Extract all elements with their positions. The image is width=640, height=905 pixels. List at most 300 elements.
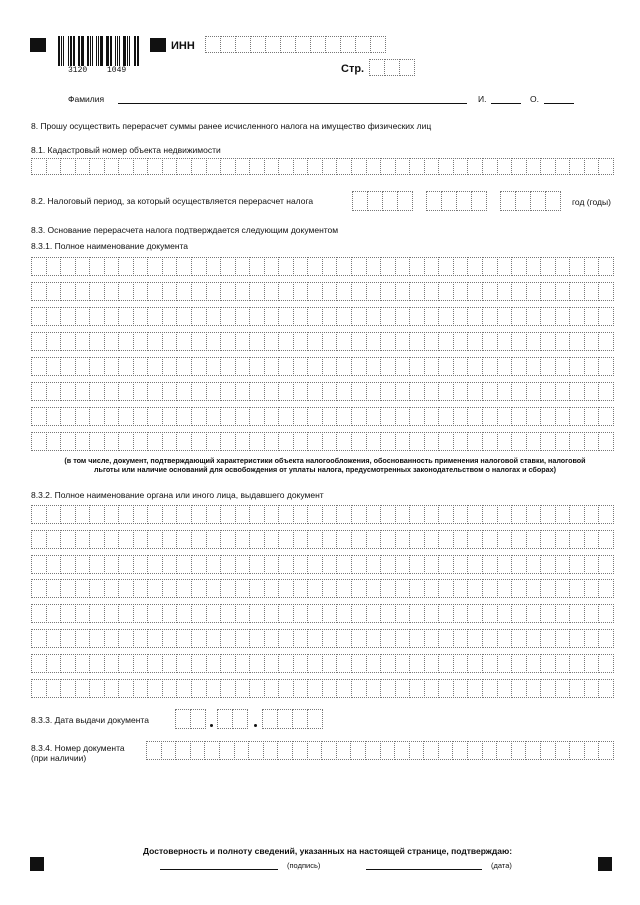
char-cell[interactable]: [584, 158, 600, 175]
char-cell[interactable]: [497, 629, 513, 648]
char-cell[interactable]: [438, 604, 454, 623]
char-cell[interactable]: [264, 505, 280, 524]
char-cell[interactable]: [453, 654, 469, 673]
char-cell[interactable]: [293, 530, 309, 549]
char-cell[interactable]: [248, 741, 264, 760]
char-cell[interactable]: [293, 382, 309, 401]
char-cell[interactable]: [147, 357, 163, 376]
char-cell[interactable]: [482, 555, 498, 574]
char-cell[interactable]: [540, 332, 556, 351]
char-cell[interactable]: [336, 307, 352, 326]
char-cell[interactable]: [191, 505, 207, 524]
char-cell[interactable]: [206, 604, 222, 623]
char-cell[interactable]: [321, 741, 337, 760]
char-cell[interactable]: [220, 579, 236, 598]
char-cell[interactable]: [89, 282, 105, 301]
char-cell[interactable]: [380, 307, 396, 326]
char-cell[interactable]: [118, 332, 134, 351]
char-cell[interactable]: [515, 191, 531, 211]
char-cell[interactable]: [249, 158, 265, 175]
char-cell[interactable]: [526, 432, 542, 451]
char-cell[interactable]: [409, 555, 425, 574]
char-cell[interactable]: [584, 332, 600, 351]
page-number-field[interactable]: [369, 59, 414, 76]
char-cell[interactable]: [525, 741, 541, 760]
char-cell[interactable]: [322, 432, 338, 451]
issue-date-year[interactable]: [262, 709, 322, 729]
char-cell[interactable]: [438, 679, 454, 698]
char-cell[interactable]: [264, 407, 280, 426]
char-cell[interactable]: [278, 357, 294, 376]
char-cell[interactable]: [133, 432, 149, 451]
char-cell[interactable]: [336, 282, 352, 301]
char-cell[interactable]: [569, 257, 585, 276]
char-cell[interactable]: [307, 555, 323, 574]
char-cell[interactable]: [31, 158, 47, 175]
char-cell[interactable]: [293, 282, 309, 301]
char-cell[interactable]: [46, 530, 62, 549]
char-cell[interactable]: [307, 257, 323, 276]
char-cell[interactable]: [217, 709, 233, 729]
char-cell[interactable]: [31, 629, 47, 648]
doc-name-row[interactable]: [31, 332, 613, 351]
char-cell[interactable]: [278, 530, 294, 549]
char-cell[interactable]: [191, 432, 207, 451]
char-cell[interactable]: [133, 282, 149, 301]
char-cell[interactable]: [453, 679, 469, 698]
char-cell[interactable]: [409, 282, 425, 301]
char-cell[interactable]: [75, 654, 91, 673]
char-cell[interactable]: [395, 530, 411, 549]
char-cell[interactable]: [584, 654, 600, 673]
char-cell[interactable]: [307, 357, 323, 376]
char-cell[interactable]: [89, 629, 105, 648]
char-cell[interactable]: [380, 679, 396, 698]
char-cell[interactable]: [293, 629, 309, 648]
char-cell[interactable]: [206, 505, 222, 524]
char-cell[interactable]: [384, 59, 400, 76]
char-cell[interactable]: [540, 282, 556, 301]
char-cell[interactable]: [497, 555, 513, 574]
char-cell[interactable]: [307, 629, 323, 648]
char-cell[interactable]: [453, 257, 469, 276]
char-cell[interactable]: [190, 709, 206, 729]
char-cell[interactable]: [395, 654, 411, 673]
char-cell[interactable]: [569, 332, 585, 351]
issuer-row[interactable]: [31, 555, 613, 574]
char-cell[interactable]: [147, 282, 163, 301]
char-cell[interactable]: [526, 357, 542, 376]
char-cell[interactable]: [118, 432, 134, 451]
char-cell[interactable]: [307, 407, 323, 426]
char-cell[interactable]: [89, 604, 105, 623]
char-cell[interactable]: [497, 579, 513, 598]
char-cell[interactable]: [584, 629, 600, 648]
char-cell[interactable]: [584, 579, 600, 598]
char-cell[interactable]: [264, 382, 280, 401]
char-cell[interactable]: [46, 679, 62, 698]
char-cell[interactable]: [205, 36, 221, 53]
tax-period-year-2[interactable]: [426, 191, 486, 211]
char-cell[interactable]: [380, 407, 396, 426]
char-cell[interactable]: [453, 604, 469, 623]
char-cell[interactable]: [555, 579, 571, 598]
char-cell[interactable]: [540, 579, 556, 598]
char-cell[interactable]: [235, 282, 251, 301]
char-cell[interactable]: [206, 282, 222, 301]
char-cell[interactable]: [206, 382, 222, 401]
issuer-row[interactable]: [31, 579, 613, 598]
char-cell[interactable]: [569, 654, 585, 673]
char-cell[interactable]: [293, 357, 309, 376]
char-cell[interactable]: [220, 505, 236, 524]
char-cell[interactable]: [235, 382, 251, 401]
char-cell[interactable]: [277, 709, 293, 729]
char-cell[interactable]: [540, 629, 556, 648]
char-cell[interactable]: [249, 432, 265, 451]
char-cell[interactable]: [395, 158, 411, 175]
char-cell[interactable]: [206, 257, 222, 276]
char-cell[interactable]: [46, 432, 62, 451]
char-cell[interactable]: [89, 679, 105, 698]
char-cell[interactable]: [60, 282, 76, 301]
char-cell[interactable]: [249, 307, 265, 326]
char-cell[interactable]: [351, 654, 367, 673]
char-cell[interactable]: [176, 382, 192, 401]
char-cell[interactable]: [584, 604, 600, 623]
char-cell[interactable]: [526, 332, 542, 351]
char-cell[interactable]: [176, 579, 192, 598]
char-cell[interactable]: [598, 332, 614, 351]
char-cell[interactable]: [234, 741, 250, 760]
char-cell[interactable]: [336, 530, 352, 549]
char-cell[interactable]: [278, 407, 294, 426]
char-cell[interactable]: [75, 530, 91, 549]
char-cell[interactable]: [104, 332, 120, 351]
char-cell[interactable]: [366, 332, 382, 351]
char-cell[interactable]: [176, 282, 192, 301]
doc-name-row[interactable]: [31, 282, 613, 301]
char-cell[interactable]: [104, 432, 120, 451]
char-cell[interactable]: [133, 579, 149, 598]
char-cell[interactable]: [162, 282, 178, 301]
char-cell[interactable]: [366, 679, 382, 698]
char-cell[interactable]: [147, 307, 163, 326]
char-cell[interactable]: [526, 382, 542, 401]
char-cell[interactable]: [511, 505, 527, 524]
char-cell[interactable]: [366, 158, 382, 175]
char-cell[interactable]: [249, 257, 265, 276]
char-cell[interactable]: [438, 432, 454, 451]
char-cell[interactable]: [497, 530, 513, 549]
char-cell[interactable]: [482, 679, 498, 698]
char-cell[interactable]: [366, 629, 382, 648]
char-cell[interactable]: [162, 332, 178, 351]
char-cell[interactable]: [104, 505, 120, 524]
char-cell[interactable]: [176, 407, 192, 426]
char-cell[interactable]: [147, 679, 163, 698]
surname-line[interactable]: [118, 103, 467, 104]
char-cell[interactable]: [380, 604, 396, 623]
char-cell[interactable]: [133, 357, 149, 376]
char-cell[interactable]: [206, 332, 222, 351]
char-cell[interactable]: [249, 382, 265, 401]
char-cell[interactable]: [397, 191, 413, 211]
char-cell[interactable]: [569, 382, 585, 401]
char-cell[interactable]: [336, 555, 352, 574]
char-cell[interactable]: [235, 505, 251, 524]
char-cell[interactable]: [530, 191, 546, 211]
char-cell[interactable]: [351, 357, 367, 376]
char-cell[interactable]: [307, 505, 323, 524]
char-cell[interactable]: [176, 654, 192, 673]
char-cell[interactable]: [162, 555, 178, 574]
char-cell[interactable]: [366, 257, 382, 276]
char-cell[interactable]: [409, 307, 425, 326]
char-cell[interactable]: [424, 332, 440, 351]
char-cell[interactable]: [399, 59, 415, 76]
char-cell[interactable]: [336, 332, 352, 351]
char-cell[interactable]: [584, 407, 600, 426]
char-cell[interactable]: [598, 357, 614, 376]
char-cell[interactable]: [526, 604, 542, 623]
char-cell[interactable]: [395, 332, 411, 351]
char-cell[interactable]: [409, 432, 425, 451]
char-cell[interactable]: [75, 555, 91, 574]
char-cell[interactable]: [60, 307, 76, 326]
char-cell[interactable]: [382, 191, 398, 211]
char-cell[interactable]: [278, 332, 294, 351]
char-cell[interactable]: [264, 629, 280, 648]
char-cell[interactable]: [31, 307, 47, 326]
char-cell[interactable]: [540, 604, 556, 623]
char-cell[interactable]: [441, 191, 457, 211]
char-cell[interactable]: [598, 505, 614, 524]
char-cell[interactable]: [264, 257, 280, 276]
char-cell[interactable]: [453, 307, 469, 326]
char-cell[interactable]: [307, 382, 323, 401]
char-cell[interactable]: [176, 604, 192, 623]
char-cell[interactable]: [366, 579, 382, 598]
char-cell[interactable]: [467, 407, 483, 426]
char-cell[interactable]: [118, 629, 134, 648]
char-cell[interactable]: [351, 579, 367, 598]
char-cell[interactable]: [482, 332, 498, 351]
char-cell[interactable]: [235, 604, 251, 623]
char-cell[interactable]: [264, 679, 280, 698]
char-cell[interactable]: [438, 505, 454, 524]
char-cell[interactable]: [295, 36, 311, 53]
char-cell[interactable]: [540, 555, 556, 574]
char-cell[interactable]: [206, 407, 222, 426]
char-cell[interactable]: [409, 530, 425, 549]
char-cell[interactable]: [540, 307, 556, 326]
char-cell[interactable]: [264, 332, 280, 351]
char-cell[interactable]: [191, 307, 207, 326]
char-cell[interactable]: [162, 432, 178, 451]
char-cell[interactable]: [350, 741, 366, 760]
char-cell[interactable]: [497, 158, 513, 175]
char-cell[interactable]: [380, 382, 396, 401]
char-cell[interactable]: [496, 741, 512, 760]
char-cell[interactable]: [161, 741, 177, 760]
char-cell[interactable]: [366, 505, 382, 524]
char-cell[interactable]: [409, 158, 425, 175]
char-cell[interactable]: [307, 679, 323, 698]
char-cell[interactable]: [497, 679, 513, 698]
char-cell[interactable]: [424, 579, 440, 598]
char-cell[interactable]: [60, 530, 76, 549]
char-cell[interactable]: [162, 505, 178, 524]
char-cell[interactable]: [31, 382, 47, 401]
char-cell[interactable]: [307, 709, 323, 729]
char-cell[interactable]: [438, 307, 454, 326]
char-cell[interactable]: [220, 282, 236, 301]
char-cell[interactable]: [453, 282, 469, 301]
char-cell[interactable]: [263, 741, 279, 760]
char-cell[interactable]: [569, 432, 585, 451]
char-cell[interactable]: [147, 555, 163, 574]
char-cell[interactable]: [264, 158, 280, 175]
char-cell[interactable]: [598, 158, 614, 175]
char-cell[interactable]: [75, 382, 91, 401]
char-cell[interactable]: [369, 59, 385, 76]
char-cell[interactable]: [424, 505, 440, 524]
char-cell[interactable]: [540, 357, 556, 376]
char-cell[interactable]: [500, 191, 516, 211]
char-cell[interactable]: [467, 332, 483, 351]
char-cell[interactable]: [453, 357, 469, 376]
char-cell[interactable]: [89, 579, 105, 598]
char-cell[interactable]: [75, 432, 91, 451]
char-cell[interactable]: [147, 629, 163, 648]
char-cell[interactable]: [60, 505, 76, 524]
char-cell[interactable]: [526, 555, 542, 574]
char-cell[interactable]: [453, 407, 469, 426]
char-cell[interactable]: [206, 432, 222, 451]
char-cell[interactable]: [249, 604, 265, 623]
char-cell[interactable]: [526, 505, 542, 524]
char-cell[interactable]: [31, 505, 47, 524]
char-cell[interactable]: [526, 407, 542, 426]
char-cell[interactable]: [46, 282, 62, 301]
char-cell[interactable]: [104, 307, 120, 326]
char-cell[interactable]: [104, 679, 120, 698]
char-cell[interactable]: [584, 505, 600, 524]
char-cell[interactable]: [424, 629, 440, 648]
char-cell[interactable]: [598, 629, 614, 648]
char-cell[interactable]: [380, 530, 396, 549]
char-cell[interactable]: [322, 505, 338, 524]
char-cell[interactable]: [204, 741, 220, 760]
char-cell[interactable]: [409, 382, 425, 401]
char-cell[interactable]: [162, 382, 178, 401]
char-cell[interactable]: [75, 629, 91, 648]
char-cell[interactable]: [482, 604, 498, 623]
char-cell[interactable]: [540, 382, 556, 401]
char-cell[interactable]: [104, 357, 120, 376]
char-cell[interactable]: [467, 741, 483, 760]
char-cell[interactable]: [511, 407, 527, 426]
char-cell[interactable]: [60, 629, 76, 648]
char-cell[interactable]: [482, 579, 498, 598]
char-cell[interactable]: [395, 407, 411, 426]
char-cell[interactable]: [438, 382, 454, 401]
char-cell[interactable]: [133, 604, 149, 623]
char-cell[interactable]: [191, 158, 207, 175]
char-cell[interactable]: [467, 357, 483, 376]
char-cell[interactable]: [409, 257, 425, 276]
char-cell[interactable]: [351, 604, 367, 623]
char-cell[interactable]: [351, 530, 367, 549]
char-cell[interactable]: [219, 741, 235, 760]
char-cell[interactable]: [380, 257, 396, 276]
char-cell[interactable]: [162, 604, 178, 623]
char-cell[interactable]: [569, 629, 585, 648]
char-cell[interactable]: [307, 158, 323, 175]
char-cell[interactable]: [336, 505, 352, 524]
char-cell[interactable]: [278, 555, 294, 574]
doc-name-row[interactable]: [31, 432, 613, 451]
char-cell[interactable]: [322, 357, 338, 376]
issuer-row[interactable]: [31, 679, 613, 698]
char-cell[interactable]: [511, 579, 527, 598]
char-cell[interactable]: [46, 629, 62, 648]
char-cell[interactable]: [264, 357, 280, 376]
date-line[interactable]: [366, 869, 482, 870]
char-cell[interactable]: [118, 257, 134, 276]
char-cell[interactable]: [424, 604, 440, 623]
char-cell[interactable]: [453, 579, 469, 598]
char-cell[interactable]: [118, 382, 134, 401]
char-cell[interactable]: [191, 282, 207, 301]
char-cell[interactable]: [322, 679, 338, 698]
char-cell[interactable]: [526, 629, 542, 648]
char-cell[interactable]: [555, 357, 571, 376]
char-cell[interactable]: [46, 158, 62, 175]
char-cell[interactable]: [118, 407, 134, 426]
char-cell[interactable]: [569, 679, 585, 698]
char-cell[interactable]: [497, 257, 513, 276]
char-cell[interactable]: [278, 654, 294, 673]
char-cell[interactable]: [482, 257, 498, 276]
char-cell[interactable]: [438, 530, 454, 549]
char-cell[interactable]: [147, 407, 163, 426]
char-cell[interactable]: [340, 36, 356, 53]
char-cell[interactable]: [511, 432, 527, 451]
char-cell[interactable]: [584, 382, 600, 401]
char-cell[interactable]: [438, 407, 454, 426]
char-cell[interactable]: [220, 357, 236, 376]
char-cell[interactable]: [511, 307, 527, 326]
char-cell[interactable]: [569, 407, 585, 426]
char-cell[interactable]: [162, 407, 178, 426]
char-cell[interactable]: [336, 357, 352, 376]
char-cell[interactable]: [292, 741, 308, 760]
char-cell[interactable]: [249, 530, 265, 549]
char-cell[interactable]: [147, 604, 163, 623]
char-cell[interactable]: [380, 629, 396, 648]
char-cell[interactable]: [176, 530, 192, 549]
char-cell[interactable]: [482, 407, 498, 426]
char-cell[interactable]: [322, 382, 338, 401]
char-cell[interactable]: [598, 579, 614, 598]
char-cell[interactable]: [584, 307, 600, 326]
char-cell[interactable]: [453, 629, 469, 648]
char-cell[interactable]: [118, 307, 134, 326]
char-cell[interactable]: [176, 505, 192, 524]
char-cell[interactable]: [366, 357, 382, 376]
